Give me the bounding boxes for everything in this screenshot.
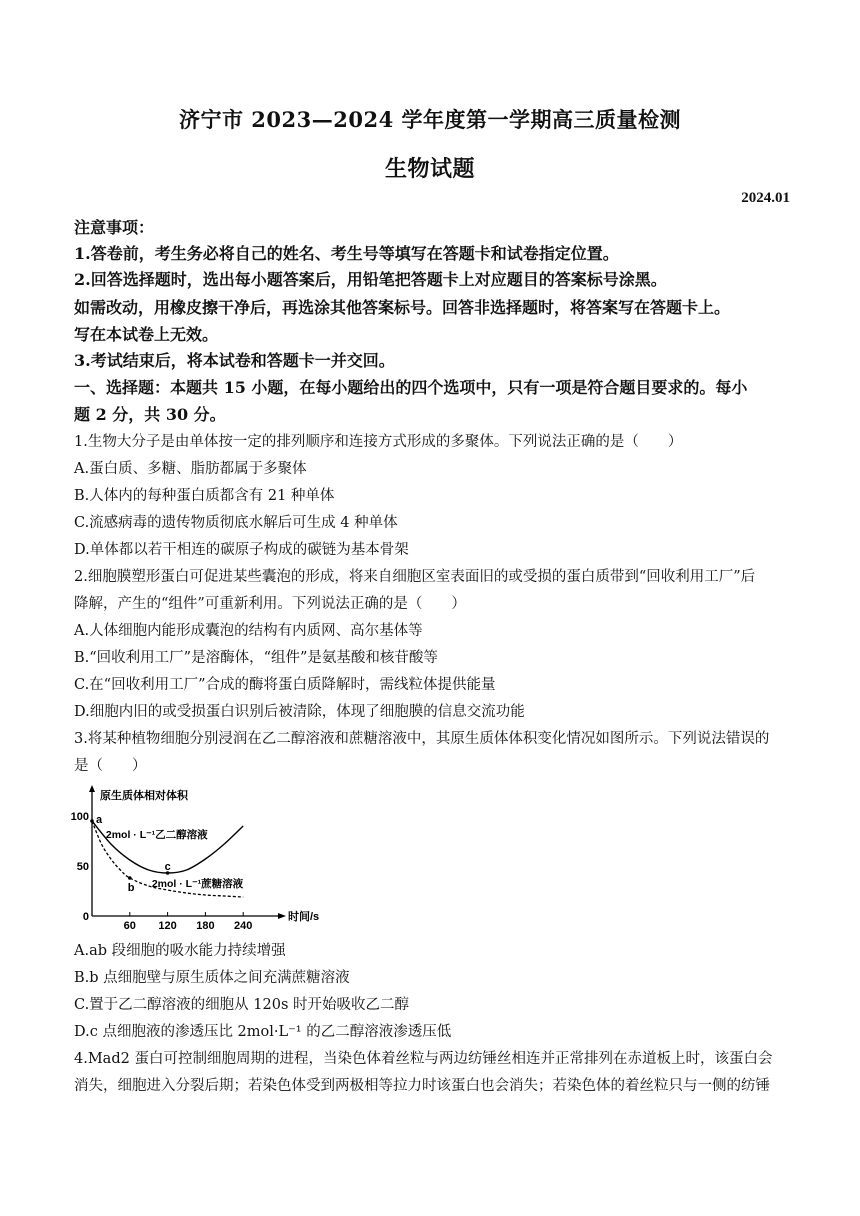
- x-tick-label: 240: [234, 920, 253, 932]
- y-tick-label: 100: [70, 811, 89, 823]
- x-tick-label: 120: [158, 920, 177, 932]
- q2-option-c: C.在“回收利用工厂”合成的酶将蛋白质降解时，需线粒体提供能量: [74, 677, 496, 693]
- y-tick-label: 50: [76, 861, 89, 873]
- sucrose-label: 2mol · L⁻¹蔗糖溶液: [151, 878, 244, 890]
- section-heading-cont: 题 2 分，共 30 分。: [74, 405, 226, 424]
- notice-item: 1.答卷前，考生务必将自己的姓名、考生号等填写在答题卡和试卷指定位置。: [74, 244, 619, 263]
- point-label-c: c: [164, 861, 171, 873]
- y-axis-label: 原生质体相对体积: [100, 790, 188, 802]
- q2-option-a: A.人体细胞内能形成囊泡的结构有内质网、高尔基体等: [74, 623, 423, 639]
- question-4-stem: 4.Mad2 蛋白可控制细胞周期的进程，当染色体着丝粒与两边纺锤丝相连并正常排列在赤道板上时，该蛋白会: [74, 1051, 773, 1067]
- q3-option-c: C.置于乙二醇溶液的细胞从 120s 时开始吸收乙二醇: [74, 997, 410, 1013]
- section-heading: 一、选择题：本题共 15 小题，在每小题给出的四个选项中，只有一项是符合题目要求的。每小: [74, 378, 748, 397]
- point-a: [90, 819, 94, 823]
- q3-option-b: B.b 点细胞壁与原生质体之间充满蔗糖溶液: [74, 970, 350, 986]
- q1-option-b: B.人体内的每种蛋白质都含有 21 种单体: [74, 488, 335, 504]
- q2-option-b: B.“回收利用工厂”是溶酶体，“组件”是氨基酸和核苷酸等: [74, 650, 438, 666]
- protoplast-volume-graph: [70, 782, 340, 932]
- notice-item: 3.考试结束后，将本试卷和答题卡一并交回。: [74, 351, 395, 370]
- ethylene-glycol-label: 2mol · L⁻¹乙二醇溶液: [105, 829, 208, 841]
- x-axis-label: 时间/s: [288, 911, 320, 923]
- question-3-stem-cont: 是（ ）: [74, 758, 147, 774]
- exam-title: 济宁市 2023—2024 学年度第一学期高三质量检测: [178, 107, 681, 132]
- question-4-stem-cont: 消失，细胞进入分裂后期；若染色体受到两极相等拉力时该蛋白也会消失；若染色体的着丝粒只与一侧的纺锤: [74, 1078, 770, 1094]
- question-2-stem-cont: 降解，产生的“组件”可重新利用。下列说法正确的是（ ）: [74, 596, 466, 612]
- question-1-stem: 1.生物大分子是由单体按一定的排列顺序和连接方式形成的多聚体。下列说法正确的是（ ）: [74, 434, 683, 450]
- point-label-a: a: [96, 814, 103, 826]
- notice-item: 写在本试卷上无效。: [74, 325, 219, 344]
- q1-option-d: D.单体都以若干相连的碳原子构成的碳链为基本骨架: [74, 542, 409, 558]
- q1-option-c: C.流感病毒的遗传物质彻底水解后可生成 4 种单体: [74, 515, 398, 531]
- x-tick-label: 60: [123, 920, 136, 932]
- exam-date: 2024.01: [741, 190, 790, 206]
- question-3-stem: 3.将某种植物细胞分别浸润在乙二醇溶液和蔗糖溶液中，其原生质体体积变化情况如图所示。下列说法错误的: [74, 731, 770, 747]
- exam-subtitle: 生物试题: [384, 156, 475, 182]
- point-label-b: b: [127, 882, 135, 894]
- y-tick-label: 0: [82, 911, 89, 923]
- notice-item: 如需改动，用橡皮擦干净后，再选涂其他答案标号。回答非选择题时，将答案写在答题卡上。: [74, 298, 731, 317]
- notice-heading: 注意事项：: [74, 218, 155, 237]
- x-tick-label: 180: [196, 920, 215, 932]
- q1-option-a: A.蛋白质、多糖、脂肪都属于多聚体: [74, 461, 307, 477]
- q3-option-d: D.c 点细胞液的渗透压比 2mol·L⁻¹ 的乙二醇溶液渗透压低: [74, 1024, 452, 1040]
- x-axis-arrow: [278, 913, 286, 919]
- y-axis-arrow: [89, 785, 95, 792]
- point-b: [128, 876, 132, 880]
- notice-item: 2.回答选择题时，选出每小题答案后，用铅笔把答题卡上对应题目的答案标号涂黑。: [74, 270, 667, 289]
- q2-option-d: D.细胞内旧的或受损蛋白识别后被清除，体现了细胞膜的信息交流功能: [74, 704, 525, 720]
- question-2-stem: 2.细胞膜塑形蛋白可促进某些囊泡的形成，将来自细胞区室表面旧的或受损的蛋白质带到“回收利用工厂”后: [74, 569, 756, 585]
- q3-option-a: A.ab 段细胞的吸水能力持续增强: [74, 943, 286, 959]
